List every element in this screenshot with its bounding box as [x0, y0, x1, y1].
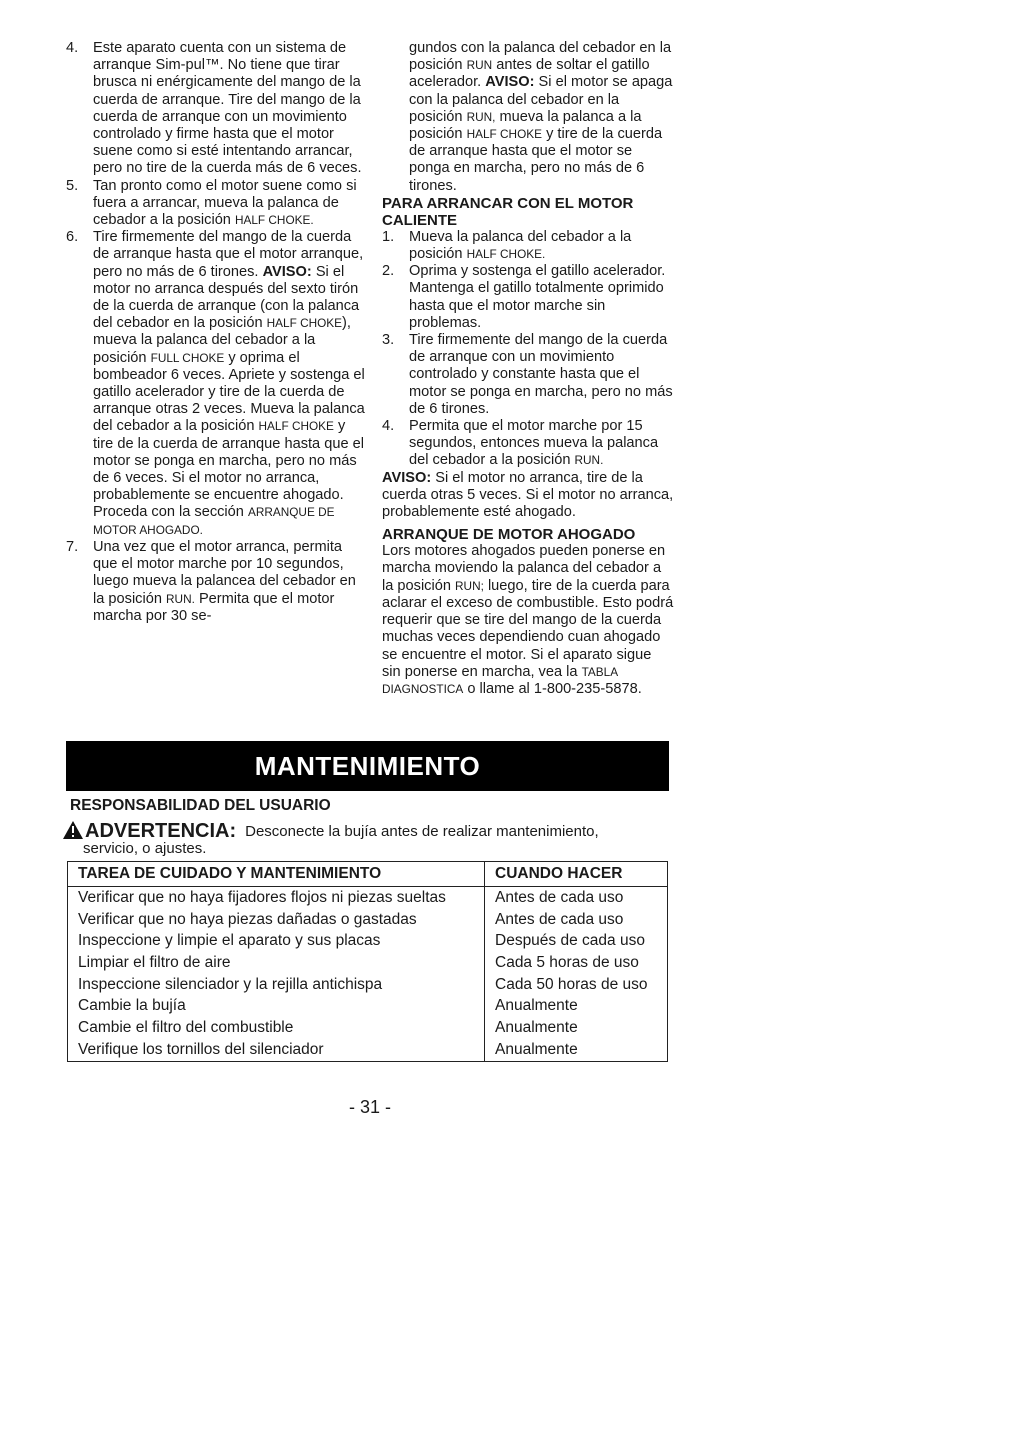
flooded-engine-text: Lors motores ahogados pueden ponerse en marcha moviendo la palanca del cebador a la posición RUN; luego, tire de la cuerda para aclarar el exceso de combustible. Esto podrá requerir que se tire del mango de la cuerda muchas veces dependiendo cuan ahogado se encuentre el motor. Si el aparato sigue sin ponerse en marcha, vea la TABLA DIAGNOSTICA o llame al 1-800-235-5878. — [382, 543, 674, 697]
table-row: Verifique los tornillos del silenciador Anualmente — [68, 1039, 668, 1061]
table-row: Limpiar el filtro de aire Cada 5 horas de uso — [68, 952, 668, 974]
table-row: Inspeccione silenciador y la rejilla antichispa Cada 50 horas de uso — [68, 974, 668, 996]
hot-start-heading: PARA ARRANCAR CON EL MOTOR CALIENTE — [382, 194, 634, 229]
left-column — [66, 40, 366, 625]
warning-text-line1: Desconecte la bujía antes de realizar mantenimiento, — [245, 823, 599, 840]
step-7: 7. Una vez que el motor arranca, permita que el motor marche por 10 segundos, luego mueva la palancea del cebador en la posición RUN. Permita que el motor marcha por 30 se- — [66, 538, 356, 624]
table-header-row — [68, 862, 668, 887]
right-column — [382, 40, 674, 698]
table-row: Cambie el filtro del combustible Anualmente — [68, 1017, 668, 1039]
step-5: 5. Tan pronto como el motor suene como si fuera a arrancar, mueva la palanca de cebador a la posición HALF CHOKE. — [66, 177, 357, 229]
step-4: 4. Este aparato cuenta con un sistema de arranque Sim-pul™. No tiene que tirar brusca ni enérgicamente del mango de la cuerda de arranque. Tire del mango de la cuerda de arranque con un movimiento controlado y firme hasta que el motor suene como si esté intentando arrancar, pero no tire de la cuerda más de 6 veces. — [66, 40, 362, 177]
page-number: - 31 - — [348, 1097, 391, 1117]
table-row: Cambie la bujía Anualmente — [68, 995, 668, 1017]
table-row: Inspeccione y limpie el aparato y sus placas Después de cada uso — [68, 930, 668, 952]
aviso-label: AVISO: — [262, 263, 312, 280]
header-when: CUANDO HACER — [485, 862, 668, 887]
hot-step-2: 2. Oprima y sostenga el gatillo acelerador. Mantenga el gatillo totalmente oprimido hasta que el motor marche sin problemas. — [382, 263, 666, 331]
hot-step-4: 4. Permita que el motor marche por 15 segundos, entonces mueva la palanca del cebador a la posición RUN. — [382, 418, 659, 469]
user-responsibility-heading: RESPONSABILIDAD DEL USUARIO — [70, 797, 331, 814]
maintenance-table — [67, 861, 668, 1062]
warning-triangle-icon — [62, 820, 84, 840]
maintenance-banner: MANTENIMIENTO — [66, 741, 669, 791]
table-row: Verificar que no haya fijadores flojos ni piezas sueltas Antes de cada uso — [68, 887, 668, 909]
warning-block — [62, 820, 682, 857]
step-7-continued: gundos con la palanca del cebador en la posición RUN antes de soltar el gatillo acelerador. AVISO: Si el motor se apaga con la palanca del cebador en la posición RUN, mueva la palanca a la posición HALF CHOKE y tire de la cuerda de arranque hasta que el motor se ponga en marcha, pero no más de 6 tirones. — [409, 40, 673, 194]
hot-step-1: 1. Mueva la palanca del cebador a la posición HALF CHOKE. — [382, 228, 632, 263]
flooded-engine-heading: ARRANQUE DE MOTOR AHOGADO — [382, 526, 636, 544]
step-6: 6. Tire firmemente del mango de la cuerda de arranque hasta que el motor arranque, pero no más de 6 tirones. AVISO: Si el motor no arranca después del sexto tirón de la cuerda de arranque (con la palanca del cebador en la posición HALF CHOKE), mueva la palanca del cebador a la posición FULL CHOKE y oprima el bombeador 6 veces. Apriete y sostenga el gatillo acelerador y tire de la cuerda de arranque otras 2 veces. Mueva la palanca del cebador a la posición HALF CHOKE y tire de la cuerda de arranque hasta que el motor se ponga en marcha, pero no más de 6 veces. Si el motor no arranca, probablemente se encuentre ahogado. Proceda con la sección ARRANQUE DE MOTOR AHOGADO. — [66, 229, 365, 537]
warning-title: ADVERTENCIA: — [85, 820, 237, 842]
hot-step-3: 3. Tire firmemente del mango de la cuerda de arranque con un movimiento controlado y constante hasta que el motor se ponga en marcha, pero no más de 6 tirones. — [382, 332, 673, 417]
warning-text-line2: servicio, o ajustes. — [83, 840, 207, 857]
header-task: TAREA DE CUIDADO Y MANTENIMIENTO — [68, 862, 485, 887]
table-row: Verificar que no haya piezas dañadas o gastadas Antes de cada uso — [68, 909, 668, 931]
aviso-note: AVISO: Si el motor no arranca, tire de la cuerda otras 5 veces. Si el motor no arranca, probablemente esté ahogado. — [382, 469, 674, 521]
